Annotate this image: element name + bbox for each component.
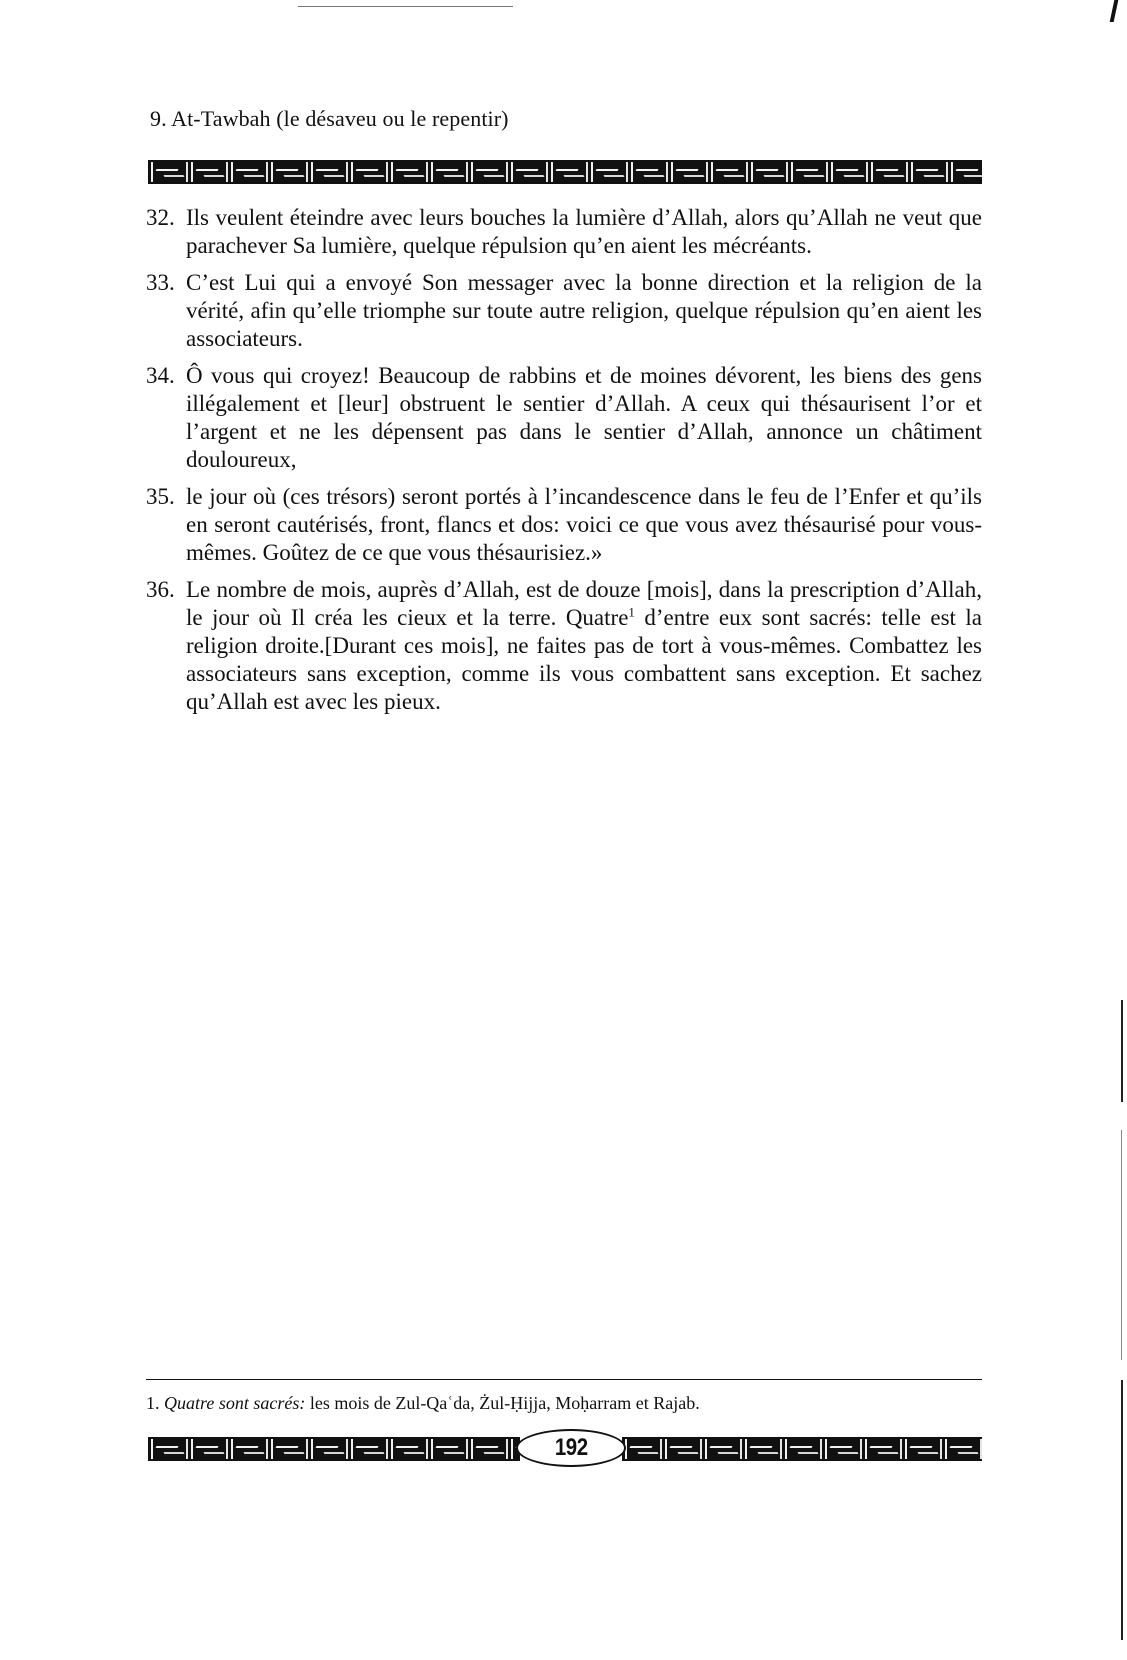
verse-number: 36. <box>146 577 175 602</box>
verse-number: 33. <box>146 270 175 295</box>
scan-top-line <box>298 6 513 7</box>
footnote-text: les mois de Zul-Qaʿda, Żul-Ḥijja, Moḥarram et Rajab. <box>309 1393 700 1413</box>
footnote-number: 1. <box>146 1393 160 1413</box>
verse-36 <box>146 576 982 716</box>
ornamental-chain-border-top <box>148 160 982 184</box>
footnote-divider <box>146 1379 982 1380</box>
verse-text-part: Le nombre de mois, auprès d’Allah, est de douze [mois], dans la prescription d’Allah, le jour où Il créa les cieux et la terre. Quatre <box>186 577 982 630</box>
verse-text: le jour où (ces trésors) seront portés à l’incandescence dans le feu de l’Enfer et qu’ils en seront cautérisés, front, flancs et dos: voici ce que vous avez thésaurisé pour vous-mêmes. Goûtez de ce que vous thésaurisiez.» <box>186 484 982 565</box>
verse-text <box>186 576 982 716</box>
page-number: 192 <box>554 1434 588 1461</box>
verse-list <box>146 204 982 725</box>
verse-text: Ô vous qui croyez! Beaucoup de rabbins et de moines dévorent, les biens des gens illégalement et [leur] obstruent le sentier d’Allah. A ceux qui thésaurisent l’or et l’argent et ne les dépensent pas dans le sentier d’Allah, annonce un châtiment douloureux, <box>186 363 982 472</box>
verse-33 <box>146 269 982 353</box>
scan-right-rule <box>1121 1130 1122 1360</box>
scan-corner-mark <box>1110 0 1119 22</box>
verse-32 <box>146 204 982 260</box>
footnote-reference[interactable]: 1 <box>628 604 635 620</box>
footnote <box>146 1392 982 1414</box>
surah-title: 9. At-Tawbah (le désaveu ou le repentir) <box>150 106 509 131</box>
scan-right-rule <box>1121 1380 1123 1640</box>
verse-34 <box>146 362 982 474</box>
verse-text-part: d’entre eux sont sacrés: telle est la religion droite.[Durant ces mois], ne faites pas de tort à vous-mêmes. Combattez les associateurs sans exception, comme ils vous combattent sans exception. Et sachez qu’Allah est avec les pieux. <box>186 605 982 714</box>
verse-35 <box>146 483 982 567</box>
verse-number: 35. <box>146 484 175 509</box>
scan-right-rule <box>1121 1000 1123 1102</box>
verse-text: Ils veulent éteindre avec leurs bouches la lumière d’Allah, alors qu’Allah ne veut que parachever Sa lumière, quelque répulsion qu’en aient les mécréants. <box>186 205 982 258</box>
footnote-term: Quatre sont sacrés: <box>164 1393 306 1413</box>
ornamental-chain-border-bottom-right <box>622 1437 982 1461</box>
page-number-badge <box>516 1429 626 1467</box>
verse-text: C’est Lui qui a envoyé Son messager avec la bonne direction et la religion de la vérité, afin qu’elle triomphe sur toute autre religion, quelque répulsion qu’en aient les associateurs. <box>186 270 982 351</box>
verse-number: 32. <box>146 205 175 230</box>
verse-number: 34. <box>146 363 175 388</box>
ornamental-chain-border-bottom-left <box>148 1437 520 1461</box>
